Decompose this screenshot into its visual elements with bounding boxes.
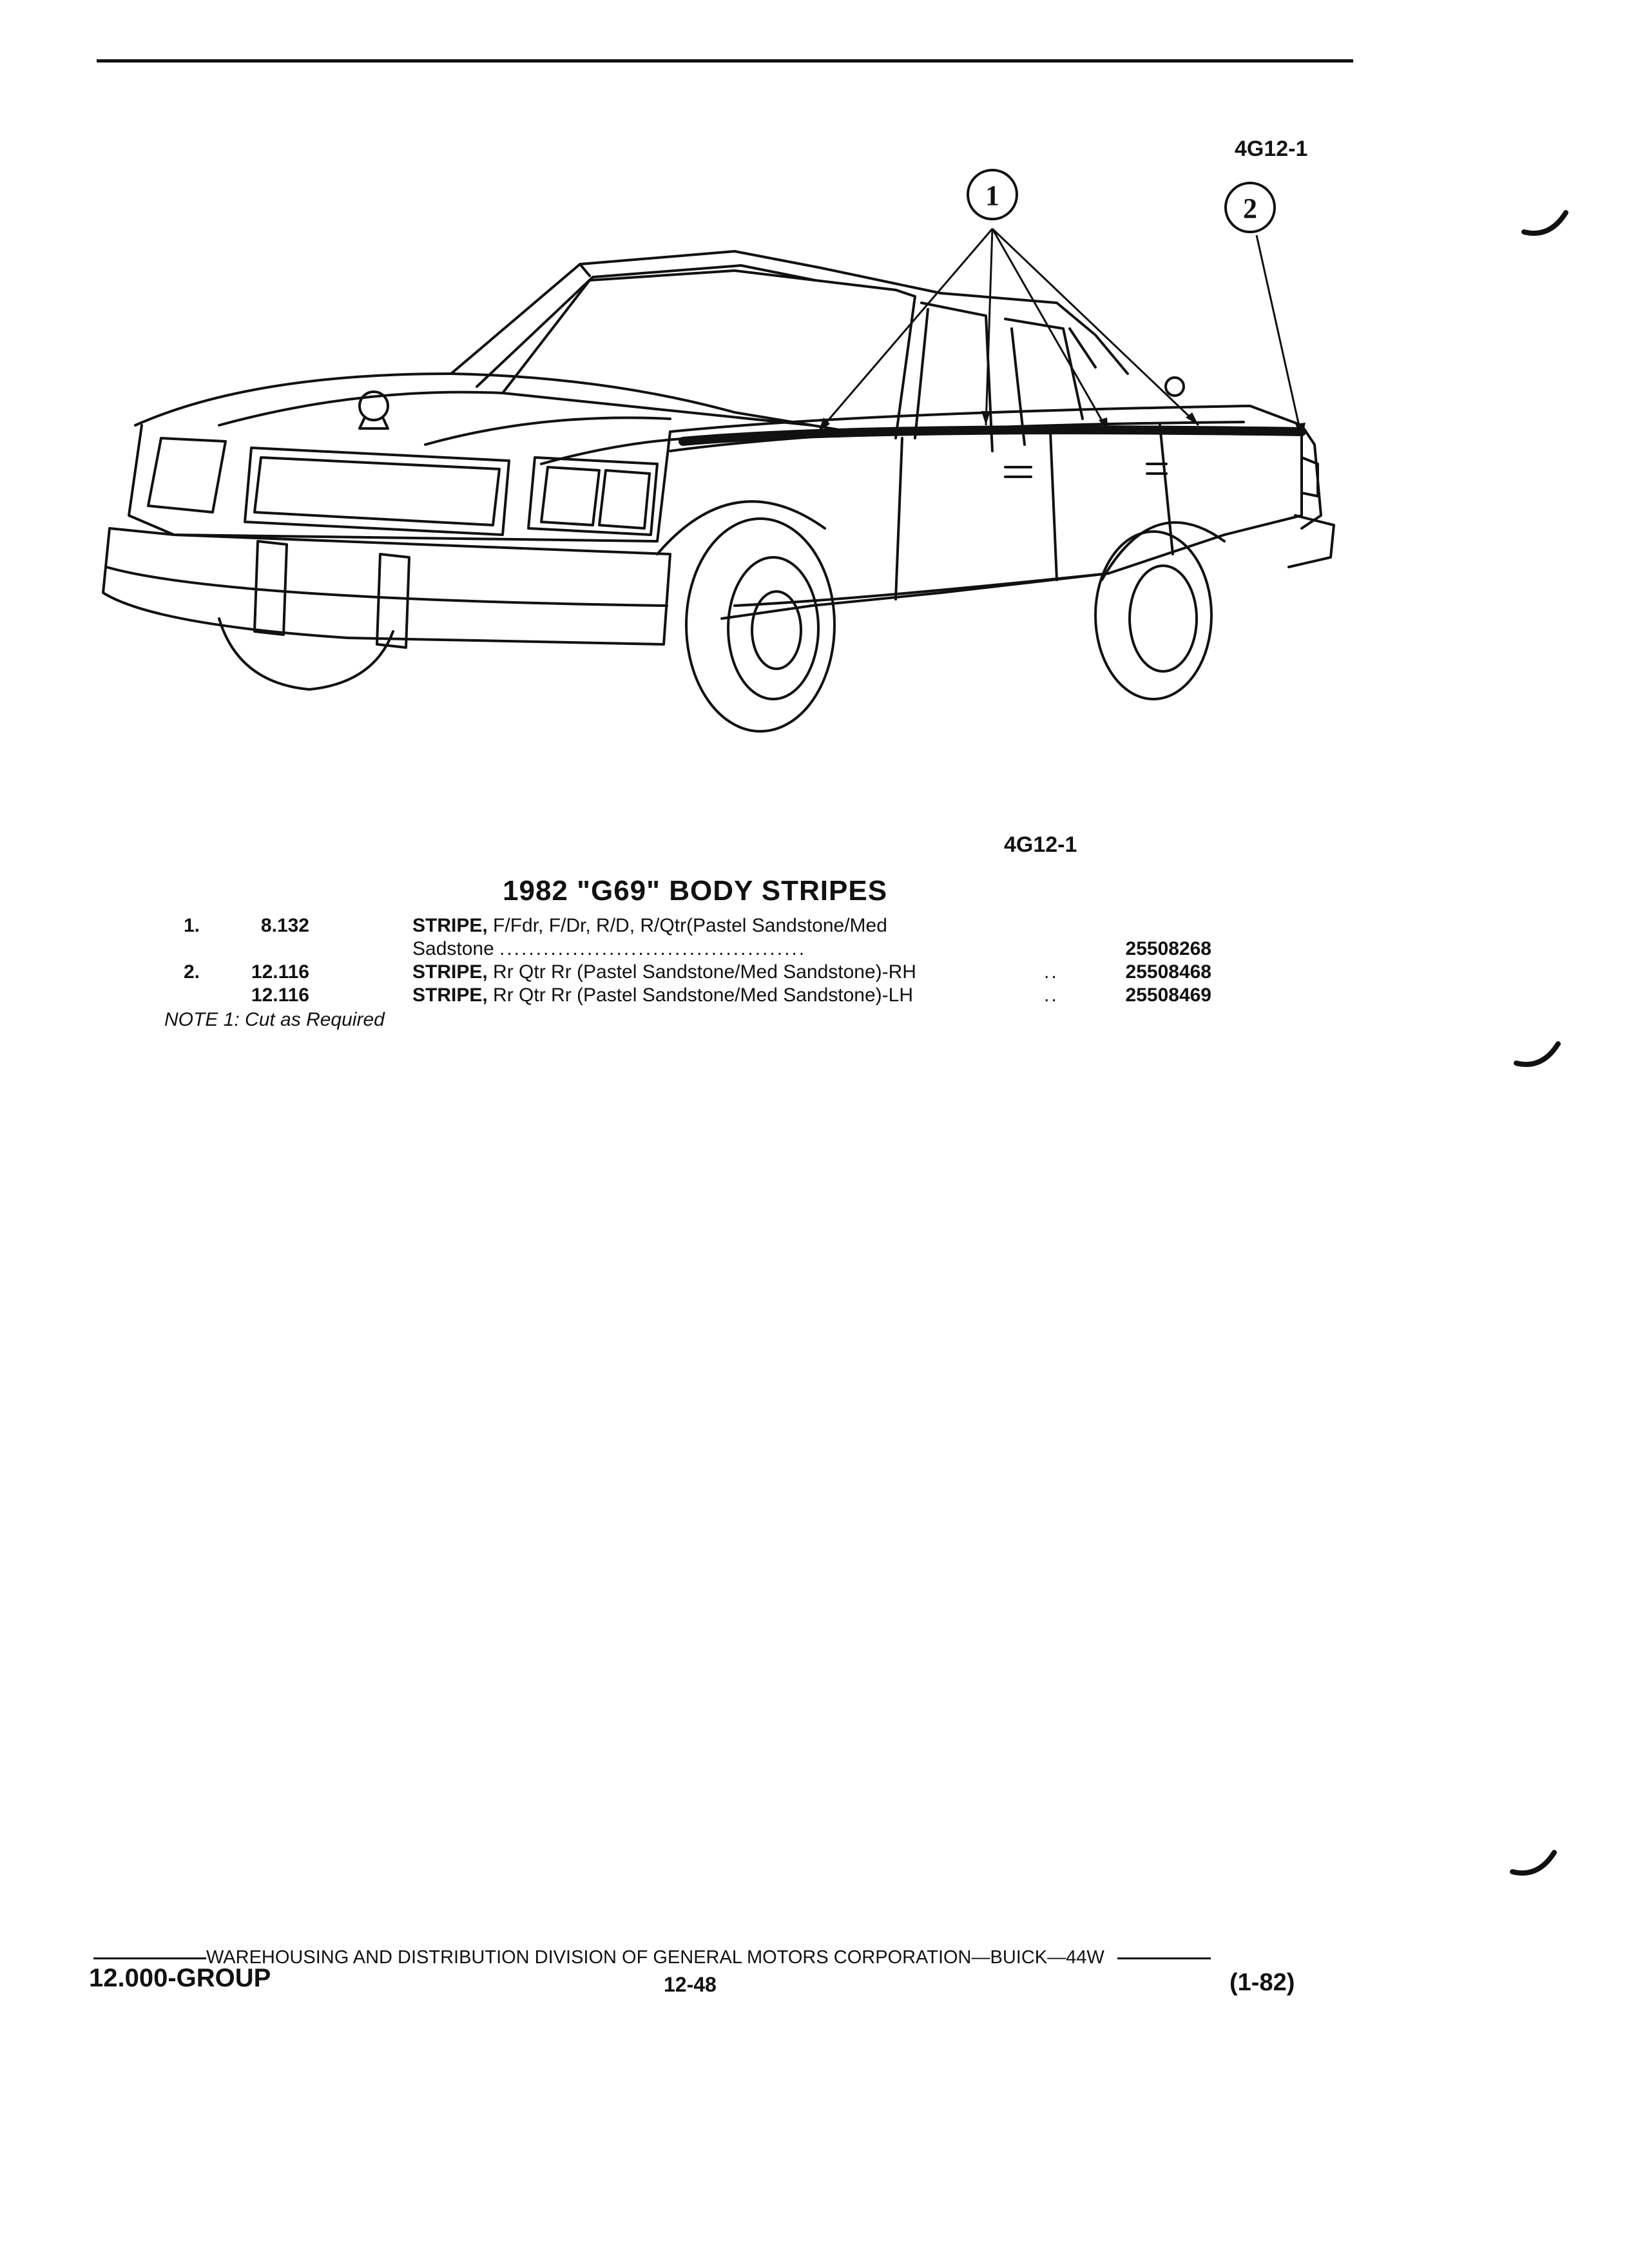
car-body-stripes-illustration <box>90 155 1353 799</box>
part-number: 25508469 <box>1125 985 1211 1006</box>
page-number: 12-48 <box>664 1973 717 1996</box>
footer-rule <box>1117 1957 1211 1959</box>
figure-code-top: 4G12-1 <box>1235 137 1308 161</box>
parts-row <box>148 985 1211 1008</box>
parts-row <box>148 915 1211 938</box>
ref-number: 12.116 <box>251 985 309 1006</box>
footer-division-line <box>93 1947 1311 1968</box>
part-description <box>412 915 887 937</box>
item-number: 1. <box>183 915 200 936</box>
note: NOTE 1: Cut as Required <box>164 1009 385 1030</box>
footer-division: WAREHOUSING AND DISTRIBUTION DIVISION OF GENERAL MOTORS CORPORATION—BUICK—44W <box>206 1947 1104 1968</box>
part-description <box>412 961 916 983</box>
callout-2 <box>1226 183 1275 232</box>
part-number: 25508468 <box>1125 961 1211 983</box>
parts-list <box>148 915 1211 1008</box>
svg-text:2: 2 <box>1243 193 1257 224</box>
figure-code-bottom: 4G12-1 <box>1004 832 1077 857</box>
part-type: STRIPE, <box>412 985 488 1006</box>
section-title: 1982 "G69" BODY STRIPES <box>503 875 888 907</box>
revision-date: (1-82) <box>1229 1969 1295 1996</box>
part-description <box>412 985 913 1006</box>
binder-mark-icon <box>1521 193 1572 245</box>
item-number: 2. <box>183 961 200 983</box>
binder-mark-icon <box>1509 1833 1561 1885</box>
part-detail: Rr Qtr Rr (Pastel Sandstone/Med Sandstone)-RH <box>493 961 916 983</box>
footer-rule <box>93 1957 206 1959</box>
part-detail: Rr Qtr Rr (Pastel Sandstone/Med Sandstone)-LH <box>493 985 913 1006</box>
svg-text:1: 1 <box>985 180 999 211</box>
parts-row-continued <box>148 938 1211 961</box>
part-description-cont: Sadstone <box>412 938 494 959</box>
binder-mark-icon <box>1513 1024 1565 1076</box>
part-type: STRIPE, <box>412 961 488 983</box>
part-type: STRIPE, <box>412 915 488 936</box>
leader-dots: .......................................... <box>499 938 807 959</box>
leader-dots: .. <box>1044 985 1059 1006</box>
top-rule <box>97 59 1353 62</box>
part-number: 25508268 <box>1125 938 1211 959</box>
footer-group: 12.000-GROUP <box>89 1964 271 1992</box>
ref-number: 12.116 <box>251 961 309 983</box>
leader-dots: .. <box>1044 961 1059 983</box>
callout-1 <box>968 170 1017 219</box>
part-detail: F/Fdr, F/Dr, R/D, R/Qtr(Pastel Sandstone/Med <box>493 915 887 936</box>
ref-number: 8.132 <box>260 915 309 936</box>
parts-row <box>148 961 1211 985</box>
